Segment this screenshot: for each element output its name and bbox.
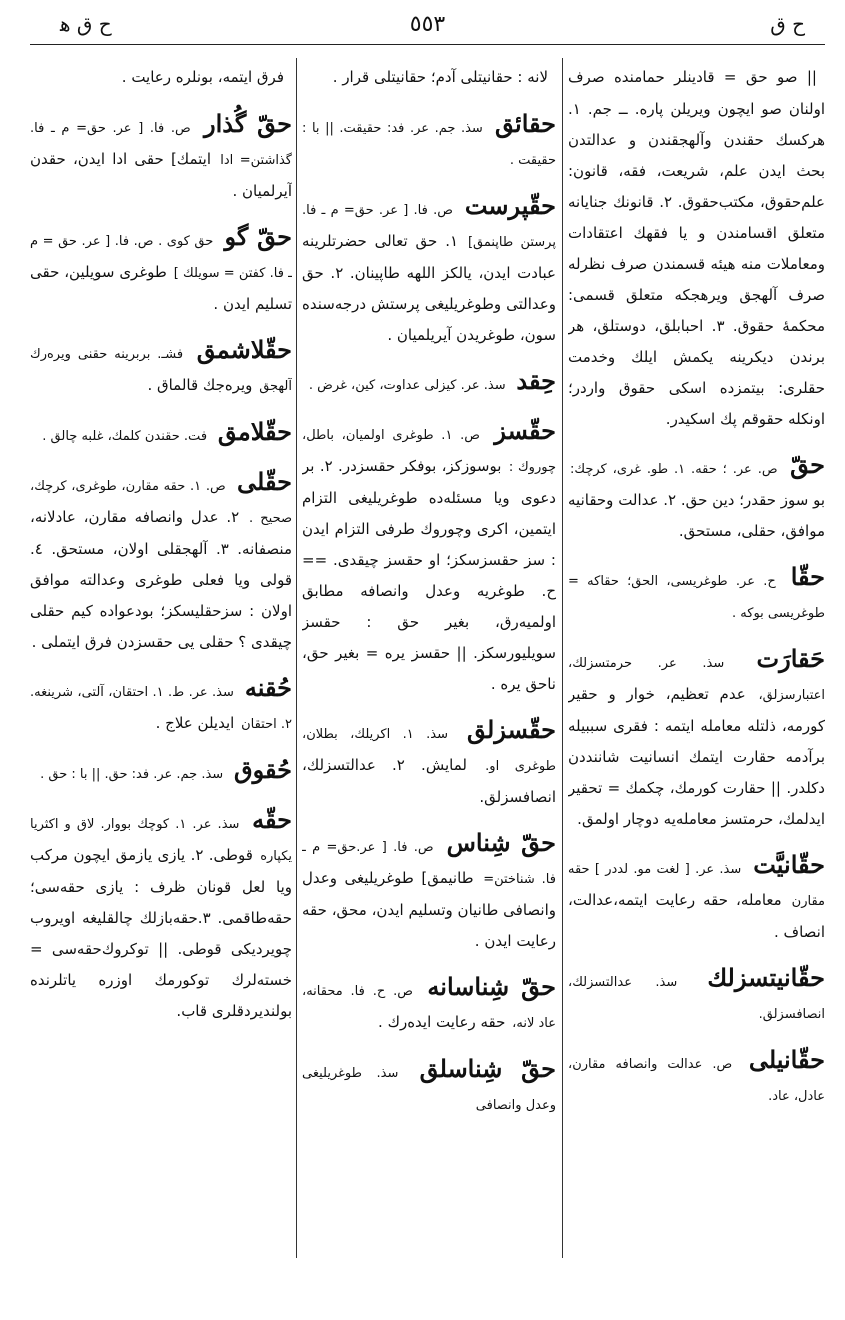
entry-headword: حقّسز — [494, 416, 556, 445]
entry-grammar: سذ. عر. ط. ١. احتقان، آلتی، شرینغه. ٢. احتقان — [30, 685, 292, 732]
column-separator — [296, 58, 297, 1258]
entry-grammar: فت. حقندن کلمك، غلبه چالق . — [42, 429, 208, 444]
dictionary-entry — [302, 58, 556, 94]
dictionary-entry — [30, 672, 292, 740]
dictionary-entry — [568, 449, 825, 547]
entry-definition: || صو حق = قادینلر حمامنده صرف اولنان صو ایچون ویریلن پاره. ــ جم. ١. هرکسك حقندن وآلهجقندن و عدالتدن بحث ایدن علم، شریعت، فقه، قانون: علم‌حقوق، مکتب‌حقوق. ٢. قانونك جنایانه متعلق اقسامندن و یا فقهك اعتقادات ومعاملات منه هیئه قسمندن صرف نظرله صرف آلهجق ویرهجکه متعلق قسمی: محکمهٔ حقوق. ٣. احبابلق، دوستلق، هر برندن دیکرینه یکمش ایلك وخدمت حقلری: بیتمزده اسکی حقوق واردر؛ اونکله حقوقم پك اسکیدر. — [568, 68, 825, 428]
entry-definition: ایدیلن علاج . — [155, 714, 235, 732]
dictionary-entry — [30, 804, 292, 1027]
entry-grammar: سذ. ١. اکریلك، بطلان، طوغری او. — [302, 727, 556, 774]
dictionary-entry — [568, 643, 825, 835]
dictionary-entry — [30, 108, 292, 207]
entry-grammar: حق کوی . ص. فا. [ عر. حق = م ـ فا. کفتن = سویلك ] — [30, 234, 292, 281]
entry-headword: حقّ شِناس — [446, 828, 556, 857]
entry-grammar: سذ. عر. [ لغت مو. لددر ] حقه مقارن — [568, 862, 825, 909]
entry-definition: معامله، حقه رعایت ایتمه،عدالت، انصاف . — [568, 891, 825, 941]
entry-definition: بو سوز حقدر؛ دین حق. ٢. عدالت وحقانیه موافق، حقلی، مستحق. — [568, 491, 825, 540]
entry-definition: ٢. عدل وانصافه مقارن، عادلانه، منصفانه. ٣. آلهجقلی اولان، مستحق. ٤. قولی ویا فعلی طوغری وعدالته موافق اولان : سزحقلیسکز؛ بودعواده کیم حقلی چیقدی ؟ حقلی یی حقسزدن فرق ایتملی . — [30, 508, 292, 651]
entry-definition: لمایش. ٢. عدالتسزلك، انصافسزلق. — [302, 756, 556, 806]
entry-headword: حقّلی — [237, 467, 292, 496]
entry-headword: حقائق — [495, 109, 556, 138]
entry-headword: حَقارَت — [756, 644, 825, 673]
dictionary-entry — [302, 108, 556, 176]
entry-grammar: ص. عدالت وانصافه مقارن، عادل، عاد. — [568, 1057, 825, 1104]
entry-headword: حقّلامق — [217, 417, 292, 446]
entry-headword: حُقنه — [244, 673, 292, 702]
entry-headword: حقّپرست — [464, 191, 556, 220]
column-right — [568, 58, 825, 1278]
entry-headword: حِقد — [516, 366, 556, 395]
dictionary-entry — [568, 849, 825, 948]
column-middle — [302, 58, 556, 1278]
entry-headword: حقّ شِناسانه — [427, 972, 556, 1001]
entry-grammar: ص. ١. حقه مقارن، طوغری، کرچك، صحیح . — [30, 479, 292, 526]
entry-headword: حقّلاشمق — [196, 335, 292, 364]
entry-headword: حقّه — [252, 805, 292, 834]
dictionary-entry — [30, 58, 292, 94]
entry-grammar: سذ. جم. عر. فد: حقیقت. || با : حقیقت . — [302, 121, 556, 168]
dictionary-entry — [568, 58, 825, 435]
entry-definition: ١. حق تعالی حضرتلرینه عبادت ایدن، یالکز اللهه طاپینان. ٢. حق وعدالتی وطوغریلیغی پرستش درجه‌سنده سون، طوغریدن آیریلمیان . — [302, 232, 556, 344]
dictionary-entry — [302, 190, 556, 351]
dictionary-entry — [302, 415, 556, 700]
dictionary-entry — [30, 754, 292, 790]
dictionary-entry — [302, 827, 556, 957]
entry-headword: حقّ گو — [224, 222, 292, 251]
entry-headword: حقّسزلق — [467, 715, 556, 744]
entry-grammar: ح. عر. طوغریسی، الحق؛ حقاکه = طوغریسی بوکه . — [568, 574, 825, 621]
column-separator — [562, 58, 563, 1258]
page-number: ٥٥٣ — [409, 12, 446, 37]
entry-definition: ایتمك] حقی ادا ایدن، حقدن آیرلمیان . — [30, 150, 292, 200]
entry-headword: حقّا — [790, 562, 825, 591]
dictionary-entry — [568, 962, 825, 1030]
entry-headword: حقّانیتسزلك — [707, 963, 825, 992]
entry-grammar: ص. ح. فا. محقانه، عاد لانه، — [302, 984, 556, 1031]
dictionary-entry — [30, 466, 292, 658]
dictionary-entry — [568, 561, 825, 629]
entry-definition: طوغری سویلین، حقی تسلیم ایدن . — [30, 263, 292, 313]
dictionary-entry — [30, 221, 292, 320]
entry-grammar: سذ. عر. حرمتسزلك، اعتبارسزلق، — [568, 656, 825, 703]
entry-definition: فرق ایتمه، بونلره رعایت . — [121, 68, 284, 86]
entry-headword: حقّ گُذار — [203, 109, 292, 138]
entry-grammar: سذ. طوغریلیغی وعدل وانصافی — [302, 1066, 556, 1113]
page-header — [30, 6, 825, 38]
entry-headword: حقّانیلی — [748, 1045, 825, 1074]
entry-grammar: ص. عر. ؛ حقه. ١. طو. غری، کرچك: — [570, 462, 778, 477]
entry-definition: عدم تعظیم، خوار و حقیر کورمه، ذلتله معامله ایتمه : فقری سببیله برآدمه حقارت ایتمك انسانیت شاننددن دکلدر. || حقارت کورمك، چکمك = تحقیر ایدلمك، حرمتسز معامله‌یه دوچار اولمق. — [568, 685, 825, 828]
column-left — [30, 58, 292, 1278]
entry-grammar: ص. فا. [ عر. حق= م ـ فا. گذاشتن= ادا — [30, 121, 292, 168]
dictionary-entry — [302, 971, 556, 1039]
entry-definition: ویره‌جك قالماق . — [147, 376, 253, 394]
entry-grammar: سذ. عر. کیزلی عداوت، کین، غرض . — [308, 378, 506, 393]
entry-definition: حقه رعایت ایده‌رك . — [378, 1013, 506, 1031]
dictionary-entry — [568, 1044, 825, 1112]
entry-grammar: ص. ١. طوغری اولمیان، باطل، چوروك : — [302, 428, 556, 475]
entry-definition: طانیمق] طوغریلیغی وعدل وانصافی طانیان وتسلیم ایدن، محق، حقه رعایت ایدن . — [302, 869, 556, 950]
entry-headword: حقّ — [790, 450, 825, 479]
entry-grammar: سذ. عدالتسزلك، انصافسزلق. — [568, 975, 825, 1022]
entry-grammar: سذ. جم. عر. فد: حق. || با : حق . — [40, 767, 224, 782]
entry-headword: حقّ شِناسلق — [419, 1054, 556, 1083]
dictionary-entry — [30, 416, 292, 452]
entry-headword: حقّانیَّت — [753, 850, 825, 879]
entry-definition: لانه : حقانیتلی آدم؛ حقانیتلی قرار . — [332, 68, 548, 86]
entry-definition: قوطی. ٢. یازی یازمق ایچون مرکب ویا لعل قونان ظرف : یازی حقه‌سی؛ حقه‌طاقمی. ٣.حقه‌بازلك چالقلیغه اویروب چویردیکی قوطی. || توکروك‌حقه‌سی = خسته‌لرك توکورمك اوزره یاتلرنده بولندیردقلری قاب. — [30, 846, 292, 1020]
header-rule — [30, 44, 825, 45]
entry-grammar: فشـ. بربرینه حقنی ویره‌رك آلهجق — [30, 347, 292, 394]
entry-definition: بوسوزکز، بوفکر حقسزدر. ٢. بر دعوی ویا مسئله‌ده طوغریلیغی التزام ایتمین، اکری وچوروك طرفی التزام ایدن : سز حقسزسکز؛ او حقسز چیقدی. == ح. طوغریه وعدل وانصافه مطابق اولمیه‌رق، بغیر حق : حقسز سویلیورسکز. || حقسز یره = بغیر حق، ناحق یره . — [302, 457, 556, 693]
entry-headword: حُقوق — [234, 755, 292, 784]
entry-grammar: سذ. عر. ١. کوچك بووار. لاق و اکثریا یکپاره — [30, 817, 292, 864]
dictionary-entry — [302, 714, 556, 813]
entry-grammar: ص. فا. [ عر.حق= م ـ فا. شناختن= — [302, 840, 556, 887]
entry-grammar: ص. فا. [ عر. حق= م ـ فا. پرستن طاپنمق] — [302, 203, 556, 250]
dictionary-entry — [30, 334, 292, 402]
dictionary-entry — [302, 1053, 556, 1121]
header-right-letters: ح ق — [770, 12, 805, 36]
header-left-letters: ح ق ﻫ — [60, 12, 112, 36]
dictionary-entry — [302, 365, 556, 401]
